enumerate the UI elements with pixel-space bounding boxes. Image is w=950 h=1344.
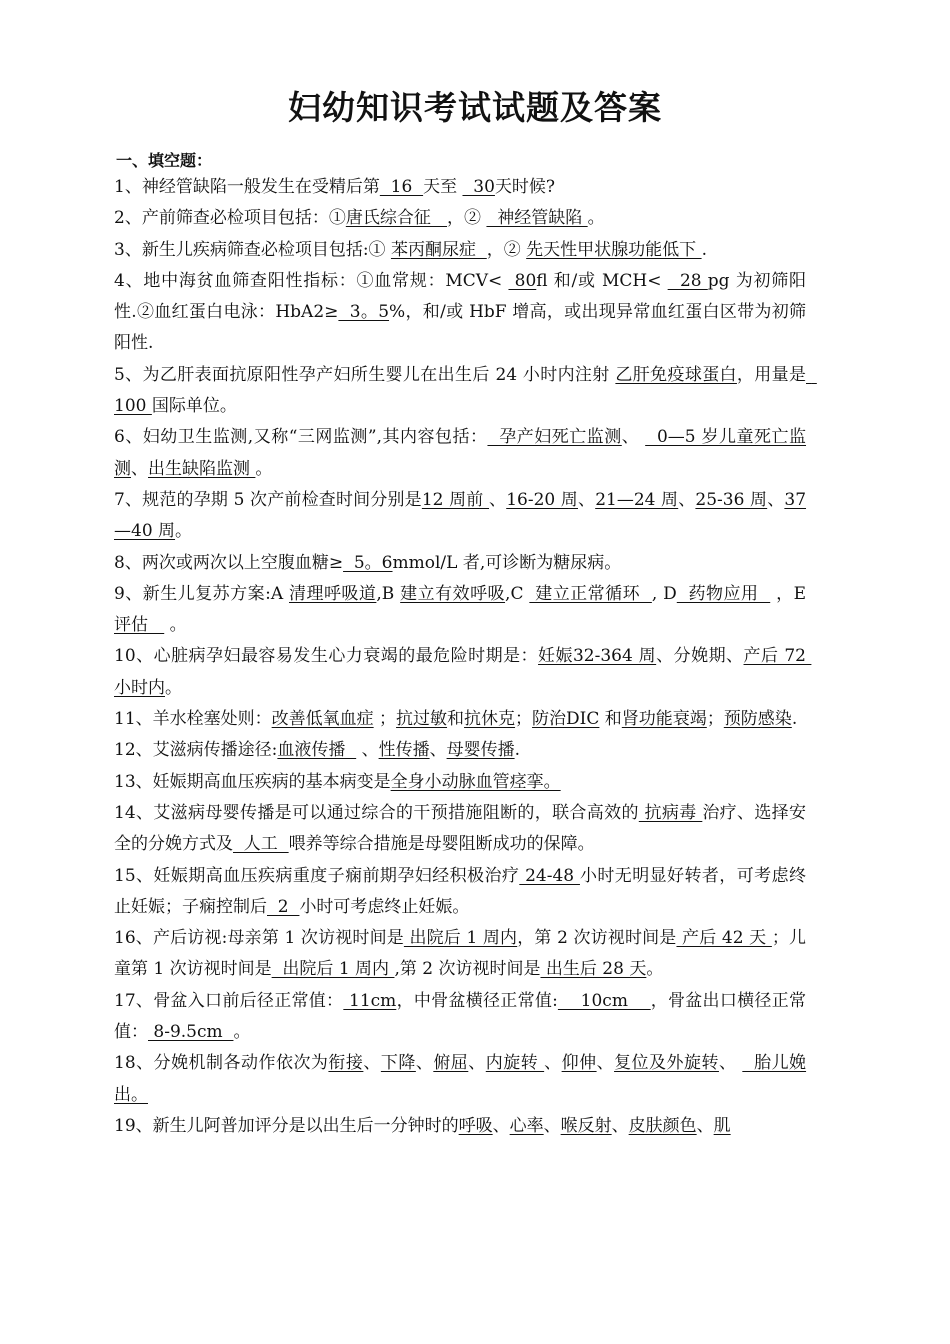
- question-10: [114, 641, 812, 704]
- question-text: 。: [646, 959, 664, 980]
- section-heading: 一、填空题：: [116, 151, 213, 170]
- question-text: ,C: [505, 583, 530, 604]
- question-text: 、: [543, 1115, 561, 1136]
- question-text: ,B: [376, 583, 401, 604]
- question-text: 19、新生儿阿普加评分是以出生后一分钟时的: [114, 1115, 459, 1136]
- question-5: [114, 360, 817, 423]
- answer-blank: 下降: [380, 1053, 416, 1074]
- answer-blank: 孕产妇死亡监测: [487, 427, 622, 448]
- answer-blank: 建立正常循环: [529, 583, 652, 604]
- question-text: 、: [468, 1053, 486, 1074]
- question-text: 11、羊水栓塞处则：: [114, 709, 272, 730]
- answer-blank: 清理呼吸道: [289, 583, 377, 604]
- answer-blank: 抗病毒: [638, 802, 703, 823]
- question-text: 、: [356, 740, 379, 761]
- question-text: 、: [415, 1053, 434, 1074]
- question-text: 、: [678, 489, 696, 510]
- question-text: ，②: [447, 208, 487, 229]
- question-text: 、: [578, 489, 596, 510]
- question-text: 。: [233, 1022, 251, 1043]
- answer-blank: 产后 72 小时内: [114, 646, 812, 698]
- question-text: 。: [255, 458, 273, 479]
- answer-blank: 肌: [713, 1115, 731, 1136]
- question-text: 小时可考虑终止妊娠。: [299, 896, 470, 917]
- question-text: 2、产前筛查必检项目包括：①: [114, 208, 346, 229]
- answer-blank: 衔接: [328, 1053, 364, 1074]
- question-11: [114, 704, 806, 735]
- question-text: 6、妇幼卫生监测,又称“三网监测”,其内容包括：: [114, 427, 488, 448]
- answer-blank: 3。5: [338, 302, 390, 323]
- question-19: [114, 1111, 806, 1142]
- answer-blank: 25-36 周: [695, 489, 768, 510]
- answer-blank: 80: [508, 270, 537, 291]
- answer-blank: 30: [462, 177, 495, 197]
- answer-blank: 妊娠32-364 周: [538, 646, 657, 667]
- question-text: 天至: [423, 177, 463, 197]
- question-text: 17、骨盆入口前后径正常值：: [114, 990, 344, 1011]
- question-4: [114, 266, 806, 360]
- question-1: [114, 172, 806, 203]
- page-title: 妇幼知识考试试题及答案: [288, 88, 662, 127]
- question-text: 4、地中海贫血筛查阳性指标：①血常规：MCV<: [114, 270, 509, 291]
- question-text: 、: [767, 489, 785, 510]
- question-text: 8、两次或两次以上空腹血糖≥: [114, 552, 344, 573]
- answer-blank: 出院后 1 周内: [271, 959, 395, 980]
- question-text: 、: [596, 1053, 615, 1074]
- question-text: 13、妊娠期高血压疾病的基本病变是: [114, 771, 391, 792]
- question-text: 、: [718, 1053, 743, 1074]
- question-text: 10、心脏病孕妇最容易发生心力衰竭的最危险时期是：: [114, 646, 539, 667]
- answer-blank: 仰伸: [561, 1053, 597, 1074]
- answer-blank: 血液传播: [277, 740, 357, 761]
- question-text: 18、分娩机制各动作依次为: [114, 1053, 329, 1074]
- question-text: .: [791, 709, 798, 730]
- answer-blank: 先天性甲状腺功能低下: [526, 239, 702, 260]
- answer-blank: 2: [267, 896, 300, 917]
- answer-blank: 出生缺陷监测: [148, 458, 256, 479]
- answer-blank: 8-9.5cm: [148, 1022, 234, 1043]
- answer-blank: 人工: [233, 834, 289, 855]
- question-text: 、: [621, 427, 646, 448]
- answer-blank: 0—5 岁儿童死亡监测: [114, 427, 807, 479]
- question-text: ；: [706, 709, 724, 730]
- answer-blank: 乙肝免疫球蛋白: [615, 364, 737, 385]
- answer-blank: 出生后 28 天: [540, 959, 647, 980]
- question-16: [114, 923, 806, 986]
- question-text: 16、产后访视:母亲第 1 次访视时间是: [114, 928, 404, 949]
- question-text: 。: [587, 208, 605, 229]
- answer-blank: 产后 42 天: [676, 928, 772, 949]
- question-text: , D: [651, 583, 677, 604]
- question-text: ，骨盆出口横径正常值：: [114, 990, 806, 1043]
- question-text: 15、妊娠期高血压疾病重度子痫前期孕妇经积极治疗: [114, 865, 520, 886]
- answer-blank: 24-48: [519, 865, 580, 886]
- question-14: [114, 798, 806, 861]
- answer-blank: 心率: [509, 1115, 544, 1136]
- answer-blank: 内旋转: [485, 1053, 545, 1074]
- answer-blank: 复位及外旋转: [614, 1053, 719, 1074]
- answer-blank: 呼吸: [458, 1115, 493, 1136]
- question-text: 国际单位。: [151, 396, 237, 417]
- answer-blank: 5。6: [343, 552, 393, 573]
- question-text: 和: [599, 709, 622, 730]
- answer-blank: 16-20 周: [506, 489, 578, 510]
- question-6: [114, 422, 806, 485]
- question-text: 。: [164, 615, 187, 636]
- answer-blank: 皮肤颜色: [628, 1115, 697, 1136]
- question-text: 、: [489, 489, 507, 510]
- answer-blank: 100: [114, 364, 817, 417]
- question-text: .: [701, 239, 707, 260]
- question-text: 1、神经管缺陷一般发生在受精后第: [114, 177, 380, 197]
- question-text: 、: [492, 1115, 510, 1136]
- question-13: [114, 767, 806, 798]
- question-7: [114, 485, 806, 548]
- answer-blank: 11cm: [343, 990, 397, 1011]
- question-9: [114, 579, 806, 642]
- answer-blank: 肾功能衰竭: [621, 709, 707, 730]
- question-text: 天时候?: [494, 177, 556, 197]
- question-text: .: [514, 740, 520, 761]
- question-text: 3、新生儿疾病筛查必检项目包括:①: [114, 239, 391, 260]
- answer-blank: 12 周前: [421, 489, 490, 510]
- question-12: [114, 735, 806, 766]
- question-text: 5、为乙肝表面抗原阳性孕产妇所生婴儿在出生后 24 小时内注射: [114, 364, 616, 385]
- answer-blank: 改善低氧血症: [271, 709, 374, 730]
- answer-blank: 母婴传播: [446, 740, 515, 761]
- answer-blank: 21—24 周: [595, 489, 679, 510]
- question-text: 小时无明显好转者，可考虑终止妊娠；子痫控制后: [114, 865, 806, 917]
- question-8: [114, 548, 806, 579]
- question-text: 、: [429, 740, 447, 761]
- question-text: 喂养等综合措施是母婴阻断成功的保障。: [288, 834, 595, 855]
- question-text: 12、艾滋病传播途径:: [114, 740, 278, 761]
- question-text: 和: [447, 709, 465, 730]
- answer-blank: 性传播: [378, 740, 430, 761]
- question-text: 14、艾滋病母婴传播是可以通过综合的干预措施阻断的，联合高效的: [114, 802, 639, 823]
- question-text: 、: [611, 1115, 629, 1136]
- question-text: 、: [131, 458, 148, 479]
- question-text: ，中骨盆横径正常值:: [396, 990, 558, 1011]
- answer-blank: 药物应用: [676, 583, 771, 604]
- question-text: 、分娩期、: [656, 646, 744, 667]
- question-text: 9、新生儿复苏方案:A: [114, 583, 289, 604]
- question-15: [114, 861, 806, 924]
- answer-blank: 预防感染: [723, 709, 792, 730]
- answer-blank: 唐氏综合征: [345, 208, 448, 229]
- question-17: [114, 986, 806, 1049]
- answer-blank: 胎儿娩出。: [114, 1053, 807, 1105]
- answer-blank: 建立有效呼吸: [400, 583, 506, 604]
- question-2: [114, 203, 806, 234]
- question-3: [114, 235, 806, 266]
- question-text: ，第 2 次访视时间是: [517, 928, 677, 949]
- answer-blank: 28: [667, 270, 708, 291]
- answer-blank: 16: [379, 177, 424, 197]
- question-text: %，和/或 HbF 增高，或出现异常血红蛋白区带为初筛阳性.: [114, 302, 806, 354]
- answer-blank: 评估: [114, 615, 165, 636]
- question-text: 、: [363, 1053, 381, 1074]
- question-text: fl 和/或 MCH<: [536, 270, 668, 291]
- question-text: mmol/L 者,可诊断为糖尿病。: [392, 552, 622, 573]
- answer-blank: 全身小动脉血管痉挛。: [390, 771, 561, 792]
- question-text: 7、规范的孕期 5 次产前检查时间分别是: [114, 489, 422, 510]
- answer-blank: 37—40 周: [114, 489, 807, 542]
- answer-blank: 抗过敏: [396, 709, 448, 730]
- answer-blank: 防治DIC: [532, 709, 600, 730]
- answer-blank: 出院后 1 周内: [403, 928, 518, 949]
- question-text: 治疗、选择安全的分娩方式及: [114, 802, 807, 855]
- question-text: ，E: [770, 583, 806, 604]
- question-text: ；: [515, 709, 533, 730]
- question-text: ,第 2 次访视时间是: [394, 959, 541, 980]
- question-text: pg 为初筛阳性.②血红蛋白电泳：HbA2≥: [114, 270, 807, 323]
- question-list: [114, 172, 817, 1142]
- answer-blank: 神经管缺陷: [486, 208, 588, 229]
- answer-blank: 喉反射: [560, 1115, 612, 1136]
- question-text: ，②: [486, 239, 527, 260]
- question-text: ，用量是: [736, 364, 806, 385]
- question-text: 、: [696, 1115, 714, 1136]
- answer-blank: 抗休克: [464, 709, 516, 730]
- answer-blank: 苯丙酮尿症: [390, 239, 487, 260]
- answer-blank: 10cm: [557, 990, 651, 1011]
- answer-blank: 俯屈: [433, 1053, 469, 1074]
- question-text: ；儿童第 1 次访视时间是: [114, 928, 807, 980]
- question-text: ；: [373, 709, 397, 730]
- question-text: 。: [175, 521, 193, 542]
- question-text: 。: [165, 677, 182, 698]
- question-18: [114, 1048, 806, 1111]
- question-text: 、: [544, 1053, 562, 1074]
